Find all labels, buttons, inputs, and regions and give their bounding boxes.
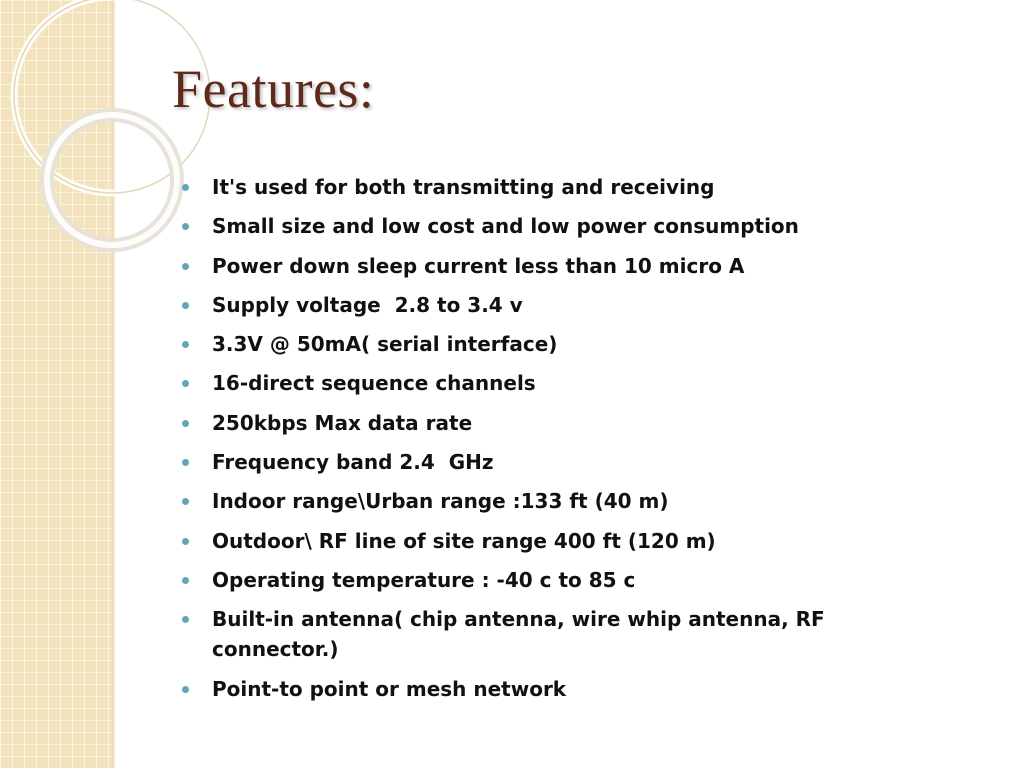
bullet-dot-icon (182, 263, 189, 270)
list-item (178, 674, 878, 704)
bullet-dot-icon (182, 420, 189, 427)
bullet-dot-icon (182, 577, 189, 584)
list-item (178, 604, 852, 664)
slide-title: Features: (172, 59, 375, 119)
list-item-text: Indoor range\Urban range :133 ft (40 m) (212, 489, 669, 514)
list-item (178, 172, 878, 202)
list-item-text: Outdoor\ RF line of site range 400 ft (120 m) (212, 528, 716, 553)
list-item (178, 211, 878, 241)
side-band-edge (112, 0, 115, 768)
list-item (178, 290, 878, 320)
list-item (178, 565, 878, 595)
list-item-text: 16-direct sequence channels (212, 371, 536, 396)
list-item (178, 251, 878, 281)
list-item-text: It's used for both transmitting and receiving (212, 175, 715, 199)
list-item-text: 250kbps Max data rate (212, 410, 473, 435)
list-item-text: Frequency band 2.4 GHz (212, 450, 494, 475)
bullet-dot-icon (182, 459, 189, 466)
list-item (178, 368, 878, 398)
bullet-dot-icon (182, 498, 189, 505)
list-item-text: Supply voltage 2.8 to 3.4 v (212, 292, 523, 317)
bullet-dot-icon (182, 686, 189, 693)
bullet-dot-icon (182, 341, 189, 348)
list-item-text: Point-to point or mesh network (212, 676, 567, 701)
bullet-dot-icon (182, 223, 189, 230)
feature-list (178, 172, 878, 713)
decorative-side-band (0, 0, 112, 768)
list-item-text: Operating temperature : -40 c to 85 c (212, 567, 636, 592)
list-item (178, 408, 878, 438)
bullet-dot-icon (182, 184, 189, 191)
list-item (178, 329, 878, 359)
bullet-dot-icon (182, 538, 189, 545)
list-item-text: Small size and low cost and low power consumption (212, 214, 799, 239)
list-item-text: Built-in antenna( chip antenna, wire whip antenna, RF connector.) (212, 607, 825, 662)
bullet-dot-icon (182, 302, 189, 309)
list-item-text: Power down sleep current less than 10 micro A (212, 253, 745, 278)
bullet-dot-icon (182, 380, 189, 387)
list-item (178, 447, 878, 477)
list-item (178, 526, 878, 556)
list-item (178, 486, 878, 516)
bullet-dot-icon (182, 616, 189, 623)
list-item-text: 3.3V @ 50mA( serial interface) (212, 332, 558, 357)
